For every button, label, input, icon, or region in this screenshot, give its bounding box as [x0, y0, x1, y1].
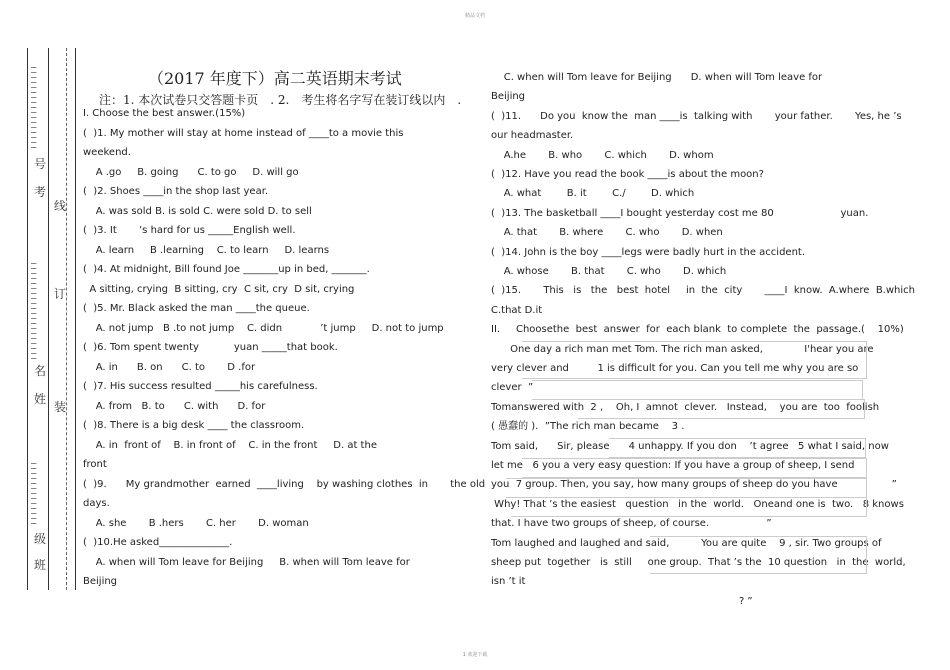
fill-line-number: — — — — — — — — — — — — — — — — — — [31, 63, 37, 153]
binding-label-zhuang: 装 — [54, 400, 67, 414]
text-line: A. she B .hers C. her D. woman — [83, 517, 309, 529]
text-line: Beijing — [491, 91, 526, 103]
fill-line-class: — — — — — — — — — — — — — — [31, 459, 37, 529]
text-line: Tom laughed and laughed and said, You are quite 9 , sir. Two groups of — [491, 537, 882, 549]
binding-label-ding: 订 — [54, 287, 67, 301]
margin-label-kao: 考 — [34, 185, 47, 199]
text-line: Why! That ’s the easiest question in the world. Oneand one is two. 8 knows — [491, 498, 904, 510]
margin-label-xing: 姓 — [34, 392, 47, 406]
text-line: very clever and 1 is difficult for you. Can you tell me why you are so — [491, 363, 859, 374]
text-line: let me 6 you a very easy question: If you have a group of sheep, I send — [491, 460, 855, 471]
text-line: A. that B. where C. who D. when — [491, 227, 723, 239]
text-line: A. in front of B. in front of C. in the front D. at the — [83, 439, 377, 451]
margin-label-ming: 名 — [34, 364, 47, 378]
text-line: weekend. — [83, 147, 131, 158]
binding-label-xian: 线 — [54, 199, 67, 213]
text-line: sheep put together is still one group. That ’s the 10 question in the world, — [491, 557, 906, 568]
text-line: ( )4. At midnight, Bill found Joe _______up in bed, _______. — [83, 264, 370, 275]
text-line: ( )7. His success resulted _____his carefulness. — [83, 381, 318, 392]
text-line: A. was sold B. is sold C. were sold D. to sell — [83, 205, 312, 217]
text-line: II. Choosethe best answer for each blank to complete the passage.( 10%) — [491, 324, 904, 336]
text-line: ( )12. Have you read the book ____is about the moon? — [491, 169, 764, 180]
text-line: A. not jump B .to not jump C. didn ’t jump D. not to jump — [83, 322, 444, 334]
text-line: I. Choose the best answer.(15%) — [83, 108, 246, 119]
text-line: A. whose B. that C. who D. which — [491, 266, 727, 277]
text-line: Beijing — [83, 576, 118, 587]
text-line: ( )3. It ’s hard for us _____English well. — [83, 225, 296, 236]
text-line: ( 愚蠢的 ). ”The rich man became 3 . — [491, 421, 685, 433]
text-line: C. when will Tom leave for Beijing D. when will Tom leave for — [491, 72, 823, 83]
text-line: that. I have two groups of sheep, of course. ” — [491, 518, 772, 530]
text-line: A. learn B .learning C. to learn D. learns — [83, 244, 330, 256]
cut-line — [66, 48, 67, 590]
text-line: A. when will Tom leave for Beijing B. when will Tom leave for — [83, 556, 410, 568]
text-line: A. from B. to C. with D. for — [83, 400, 266, 412]
cloze-box — [650, 536, 867, 574]
text-line: A. in B. on C. to D .for — [83, 361, 256, 373]
cloze-box — [532, 380, 863, 400]
text-line: Tomanswered with 2 , Oh, I amnot clever. Instead, you are too foolish — [491, 401, 880, 413]
text-line: ( )1. My mother will stay at home instead of ____to a movie this — [83, 127, 404, 139]
margin-rule — [48, 48, 49, 590]
page-footer: 1 欢迎下载 — [462, 652, 488, 658]
text-line: ( )10.He asked______________. — [83, 537, 233, 548]
text-line: you 7 group. Then, you say, how many groups of sheep do you have ” — [491, 479, 897, 491]
text-line: ( )15. This is the best hotel in the city ____I know. A.where B.which — [491, 285, 915, 297]
text-line: C.that D.it — [491, 304, 543, 316]
text-line: isn ’t it — [491, 576, 526, 588]
text-line: A.he B. who C. which D. whom — [491, 149, 714, 161]
exam-title: （2017 年度下）高二英语期末考试 — [148, 69, 402, 88]
text-line: A. what B. it C./ D. which — [491, 188, 695, 200]
text-line: days. — [83, 498, 110, 509]
cloze-box — [522, 341, 867, 379]
text-line: ( )13. The basketball ____I bought yesterday cost me 80 yuan. — [491, 207, 869, 219]
exam-note: 注：1. 本次试卷只交答题卡页 . 2. 考生将名字写在装订线以内 . — [99, 93, 462, 107]
text-line: clever ” — [491, 382, 534, 394]
text-line: ( )9. My grandmother earned ____living by washing clothes in the old — [83, 478, 486, 490]
cloze-box — [522, 458, 867, 478]
margin-rule — [27, 48, 28, 590]
text-line: ( )11. Do you know the man ____is talking with your father. Yes, he ’s — [491, 110, 902, 122]
margin-label-hao: 号 — [34, 157, 47, 171]
text-line: A .go B. going C. to go D. will go — [83, 166, 299, 178]
text-line: ? ” — [491, 595, 753, 607]
text-line: ( )8. There is a big desk ____ the classroom. — [83, 420, 305, 431]
margin-label-ji: 级 — [34, 532, 47, 546]
cloze-box — [609, 438, 866, 458]
text-line: ( )6. Tom spent twenty yuan _____that book. — [83, 342, 338, 353]
margin-rule — [75, 48, 76, 590]
fill-line-name: — — — — — — — — — — — — — — — — — — — — — [31, 259, 37, 364]
text-line: our headmaster. — [491, 130, 574, 142]
cloze-box — [506, 478, 867, 498]
text-line: ( )14. John is the boy ____legs were badly hurt in the accident. — [491, 246, 806, 258]
text-line: A sitting, crying B sitting, cry C sit, cry D sit, crying — [83, 283, 355, 295]
page-header: 精品文档 — [464, 13, 485, 19]
cloze-box — [511, 497, 867, 517]
text-line: front — [83, 459, 107, 470]
margin-label-ban: 班 — [34, 558, 47, 572]
text-line: One day a rich man met Tom. The rich man asked, I'hear you are — [491, 343, 874, 355]
cloze-box — [578, 399, 865, 419]
text-line: Tom said, Sir, please 4 unhappy. If you don ’t agree 5 what I said, now — [491, 440, 889, 452]
text-line: ( )5. Mr. Black asked the man ____the queue. — [83, 303, 310, 314]
text-line: ( )2. Shoes ____in the shop last year. — [83, 186, 269, 197]
